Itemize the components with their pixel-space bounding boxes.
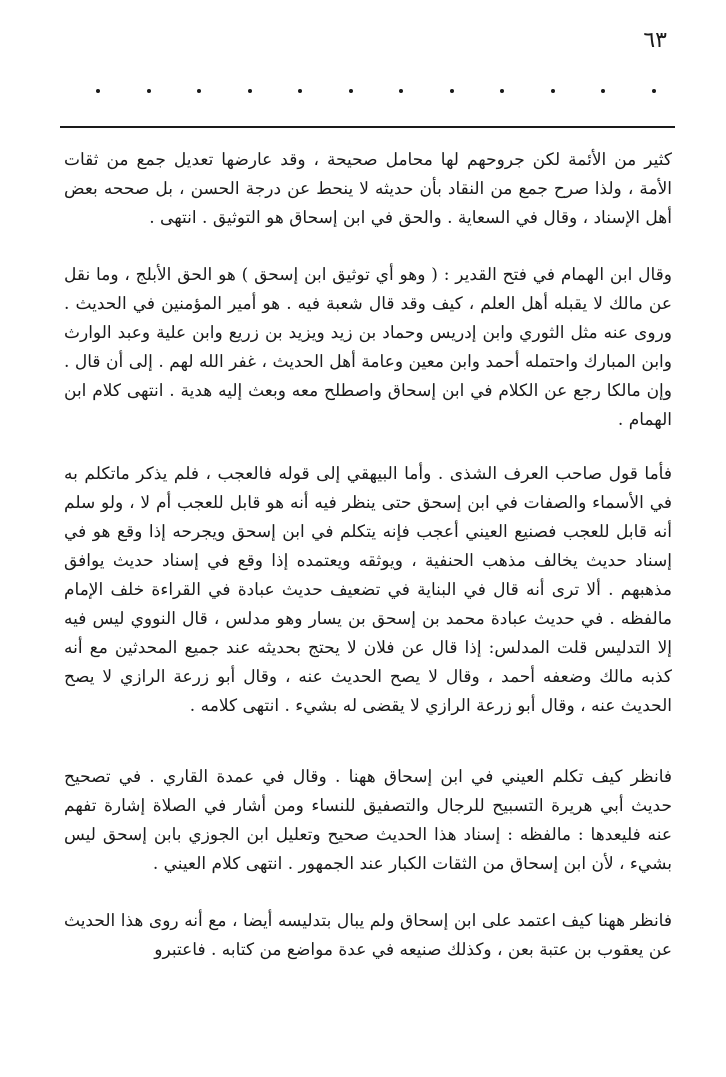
paragraph-5: فانظر ههنا كيف اعتمد على ابن إسحاق ولم يبال بتدليسه أيضا ، مع أنه روى هذا الحديث عن يعقوب بن عتبة بعن ، وكذلك صنيعه في عدة مواضع من كتابه . فاعتبرو (64, 911, 672, 960)
ornament-dot (248, 89, 252, 93)
paragraph-1: كثير من الأئمة لكن جروحهم لها محامل صحيحة ، وقد عارضها تعديل جمع من ثقات الأمة ، ولذا صرح جمع من النقاد بأن حديثه لا ينحط عن درجة الحسن ، بل صححه بعض أهل الإسناد ، وقال في السعاية . والحق في ابن إسحاق هو التوثيق . انتهى . (64, 150, 672, 228)
paragraph-2: وقال ابن الهمام في فتح القدير : ( وهو أي توثيق ابن إسحق ) هو الحق الأبلج ، وما نقل عن مالك لا يقبله أهل العلم ، كيف وقد قال شعبة فيه . هو أمير المؤمنين في الحديث . وروى عنه مثل الثوري وابن إدريس وحماد بن زيد ويزيد بن زريع وابن علية وعبد الوارث وابن المبارك واحتمله أحمد وابن معين وعامة أهل الحديث ، غفر الله لهم . إلى أن قال . وإن مالكا رجع عن الكلام في ابن إسحاق واصطلح معه وبعث إليه هدية . انتهى كلام ابن الهمام . (64, 265, 672, 430)
ornament-dot (197, 89, 201, 93)
paragraph-4: فانظر كيف تكلم العيني في ابن إسحاق ههنا . وقال في عمدة القاري . في تصحيح حديث أبي هريرة التسبيح للرجال والتصفيق للنساء ومن أشار في الصلاة إشارة تفهم عنه فليعدها : مالفظه : إسناد هذا الحديث صحيح وتعليل ابن الجوزي بابن إسحق ليس بشيء ، لأن ابن إسحاق من الثقات الكبار عند الجمهور . انتهى كلام العيني . (64, 767, 672, 874)
ornament-dot (551, 89, 555, 93)
ornament-dot (349, 89, 353, 93)
ornament-dot (652, 89, 656, 93)
ornament-dot (500, 89, 504, 93)
paragraph-3: فأما قول صاحب العرف الشذى . وأما البيهقي إلى قوله فالعجب ، فلم يذكر ماتكلم به في الأسماء والصفات في ابن إسحق حتى ينظر فيه أنه هو قابل للعجب أم لا ، ولو سلم أنه قابل للعجب فصنيع العيني أعجب فإنه يتكلم في ابن إسحق ويجرحه إذا وقع هو في إسناد حديث يخالف مذهب الحنفية ، ويوثقه ويعتمده إذا وقع في إسناد حديث يوافق مذهبهم . ألا ترى أنه قال في البناية في تضعيف حديث عبادة في القراءة خلف الإمام مالفظه . في حديث عبادة محمد بن إسحق بن يسار وهو مدلس ، قال النووي ليس فيه إلا التدليس قلت المدلس: إذا قال عن فلان لا يحتج بحديثه عند جميع المحدثين مع أنه كذبه مالك وضعفه أحمد ، وقال لا يصح الحديث عنه ، وقال أبو زرعة الرازي لا يصح الحديث عنه ، وقال أبو زرعة الرازي لا يقضى له بشيء . انتهى كلامه . (64, 464, 672, 716)
page-number: ٦٣ (643, 28, 667, 53)
ornament-dot (450, 89, 454, 93)
ornament-dot (96, 89, 100, 93)
header-divider (60, 126, 675, 128)
ornament-dot (147, 89, 151, 93)
ornament-dot (601, 89, 605, 93)
ornament-dot (399, 89, 403, 93)
ornamental-dot-row (96, 86, 656, 96)
ornament-dot (298, 89, 302, 93)
